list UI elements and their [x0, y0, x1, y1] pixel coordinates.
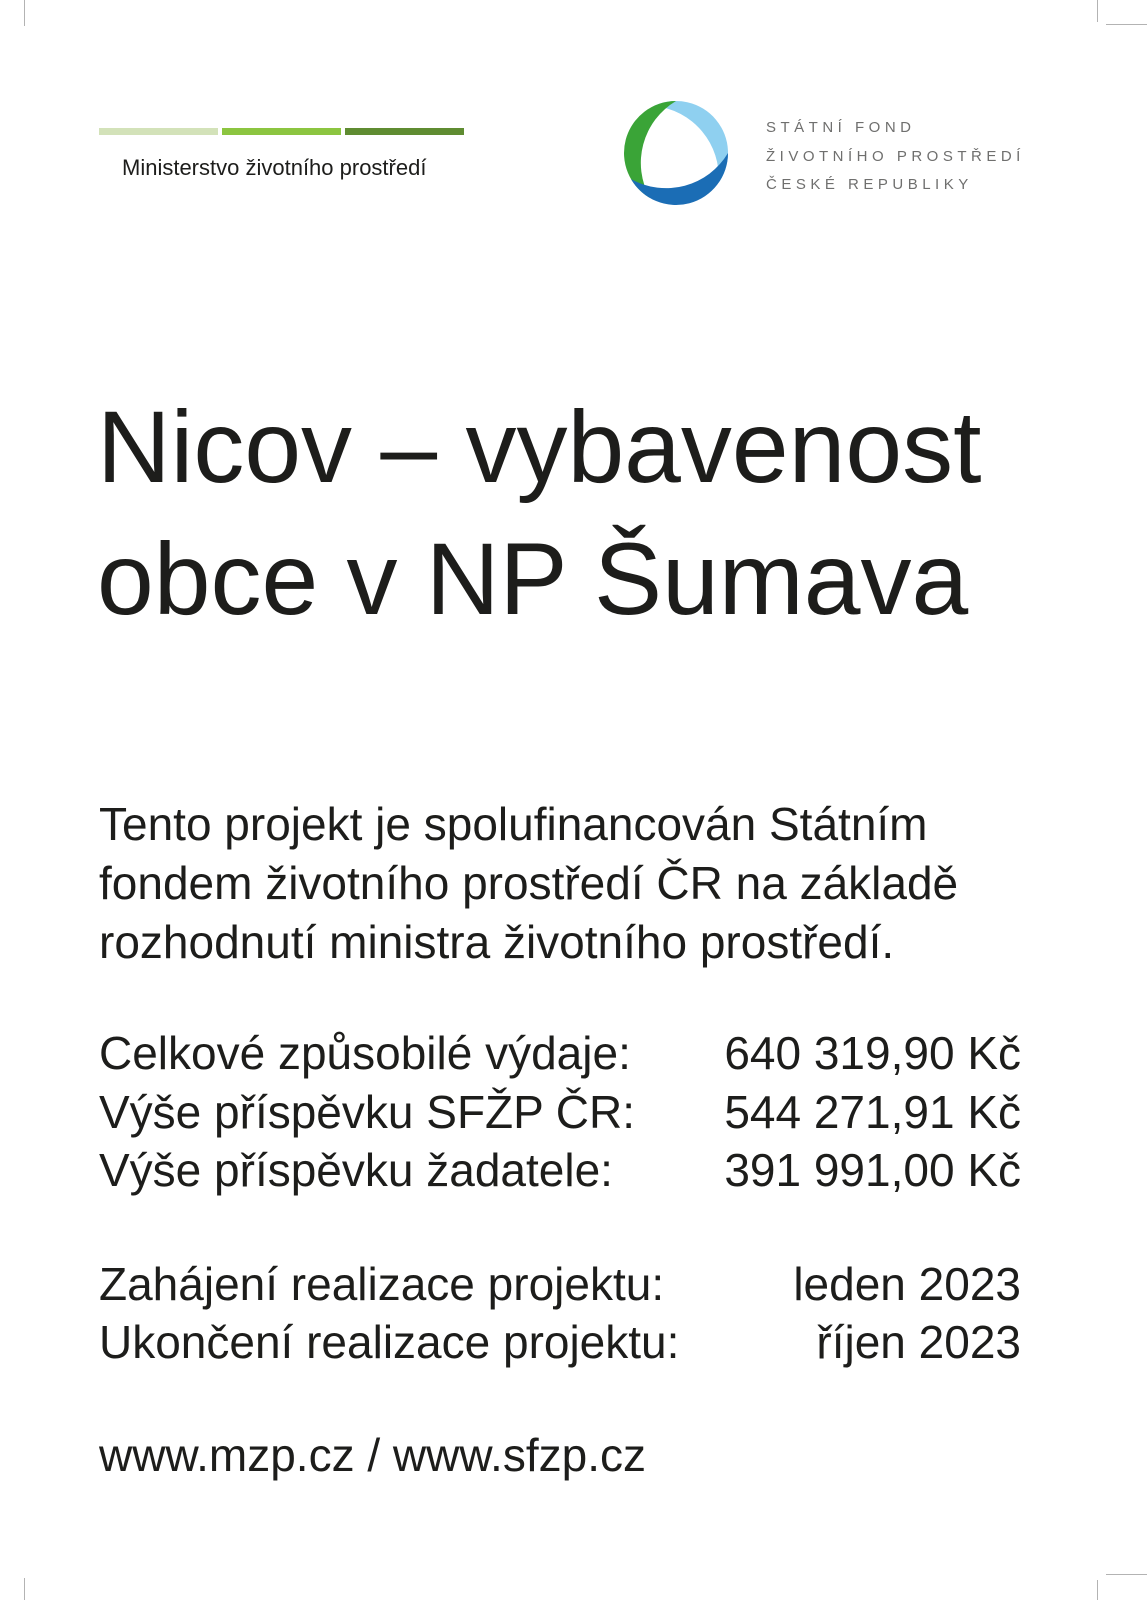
fund-logo-line: ŽIVOTNÍHO PROSTŘEDÍ — [766, 148, 1025, 165]
intro-line: rozhodnutí ministra životního prostředí. — [99, 916, 895, 968]
schedule-value: říjen 2023 — [816, 1316, 1021, 1368]
intro-line: fondem životního prostředí ČR na základě — [99, 857, 959, 909]
ministry-logo — [0, 0, 480, 200]
funding-row — [99, 1024, 1021, 1083]
fund-logo — [600, 80, 1060, 230]
funding-value: 544 271,91 Kč — [724, 1086, 1021, 1138]
funding-value: 391 991,00 Kč — [724, 1144, 1021, 1196]
schedule-label: Ukončení realizace projektu: — [99, 1316, 680, 1368]
schedule-row — [99, 1313, 1021, 1372]
fund-logo-line: STÁTNÍ FOND — [766, 119, 916, 136]
crop-mark — [1097, 1580, 1098, 1600]
ministry-logo-bar-mid — [222, 128, 341, 135]
schedule-row — [99, 1255, 1021, 1314]
intro-line: Tento projekt je spolufinancován Státním — [99, 798, 928, 850]
funding-label: Celkové způsobilé výdaje: — [99, 1027, 631, 1079]
emblem-segment-blue — [631, 153, 728, 205]
page-title-line: Nicov – vybavenost — [97, 390, 982, 504]
schedule-value: leden 2023 — [793, 1258, 1021, 1310]
fund-logo-line: ČESKÉ REPUBLIKY — [766, 176, 973, 193]
funding-value: 640 319,90 Kč — [724, 1027, 1021, 1079]
funding-row — [99, 1083, 1021, 1142]
funding-row — [99, 1141, 1021, 1200]
funding-label: Výše příspěvku SFŽP ČR: — [99, 1086, 635, 1138]
ministry-logo-bar-light — [99, 128, 218, 135]
schedule-label: Zahájení realizace projektu: — [99, 1258, 665, 1310]
crop-mark — [1106, 1574, 1147, 1575]
crop-mark — [24, 1578, 25, 1600]
funding-label: Výše příspěvku žadatele: — [99, 1144, 613, 1196]
emblem-segment-green — [624, 101, 676, 198]
ministry-logo-text: Ministerstvo životního prostředí — [122, 155, 427, 180]
page-title-line: obce v NP Šumava — [97, 522, 969, 636]
ministry-logo-bar-dark — [345, 128, 464, 135]
crop-mark — [1097, 0, 1098, 22]
fund-logo-emblem-icon — [621, 98, 731, 208]
footer-websites: www.mzp.cz / www.sfzp.cz — [99, 1429, 646, 1481]
crop-mark — [1106, 24, 1147, 25]
